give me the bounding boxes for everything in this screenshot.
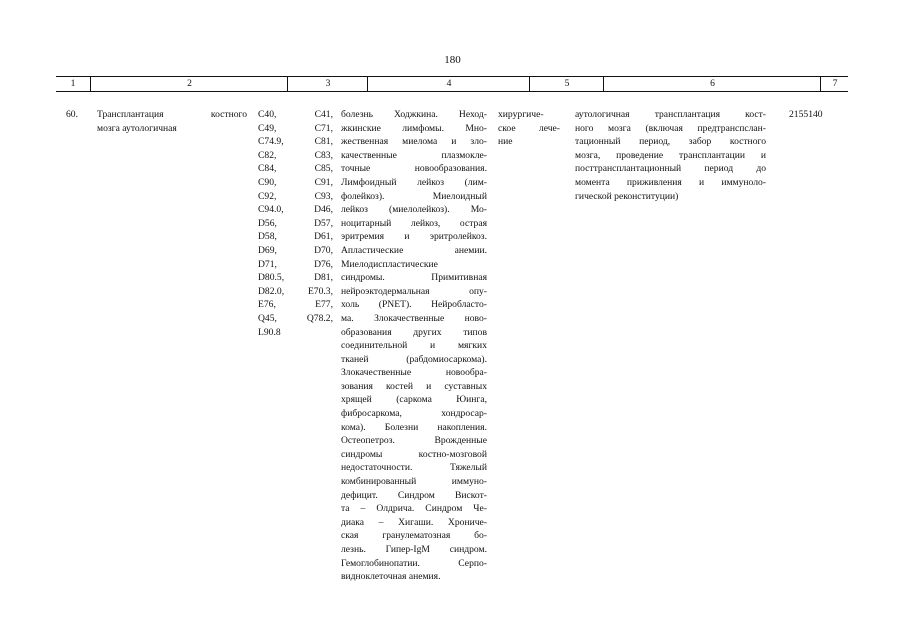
header-col-7: 7 xyxy=(820,77,849,91)
row-number xyxy=(66,108,86,122)
icd-code: C92, xyxy=(258,190,277,202)
disease-line: зования костей и суставных xyxy=(341,380,487,392)
icd-code-row xyxy=(258,271,333,285)
treatment-line: ское лече- xyxy=(498,122,560,134)
icd-code-row xyxy=(258,162,333,176)
icd-code: D82.0, xyxy=(258,285,285,297)
disease-line: Миелодиспластические xyxy=(341,258,438,270)
disease-line: дефицит. Синдром Вискот- xyxy=(341,489,487,501)
header-col-4: 4 xyxy=(367,77,530,91)
disease-line: качественные плазмокле- xyxy=(341,149,487,161)
disease-line: образования других типов xyxy=(341,326,487,338)
disease-line: синдромы. Примитивная xyxy=(341,272,487,284)
method-line: аутологичная трансплантация кост- xyxy=(575,109,766,120)
treatment-line: хирургиче- xyxy=(498,109,544,120)
icd-code: D46, xyxy=(314,204,333,216)
disease-line: синдромы костно-мозговой xyxy=(341,448,487,460)
icd-code-row xyxy=(258,135,333,149)
method-line: гической реконституции) xyxy=(575,190,679,202)
icd-code: L90.8 xyxy=(258,326,281,338)
icd-code-row xyxy=(258,285,333,299)
disease-line: ноцитарный лейкоз, острая xyxy=(341,217,487,229)
disease-line: Апластические анемии. xyxy=(341,244,487,256)
icd-code: C94.0, xyxy=(258,204,284,216)
header-col-3: 3 xyxy=(287,77,368,91)
icd-code: D69, xyxy=(258,244,277,256)
icd-code: C83, xyxy=(314,149,333,161)
icd-code-row xyxy=(258,108,333,122)
disease-line: жкинские лимфомы. Мно- xyxy=(341,122,487,134)
disease-list xyxy=(341,108,487,584)
icd-code: D58, xyxy=(258,231,277,243)
disease-line: ская гранулематозная бо- xyxy=(341,530,487,542)
icd-code: E76, xyxy=(258,299,276,311)
disease-line: недостаточности. Тяжелый xyxy=(341,462,487,474)
icd-code: C84, xyxy=(258,163,277,175)
icd-code-row xyxy=(258,190,333,204)
table-header xyxy=(56,76,848,92)
disease-line: ма. Злокачественные ново- xyxy=(341,312,487,324)
icd-code: D70, xyxy=(314,244,333,256)
cost xyxy=(789,108,837,122)
page-number: 180 xyxy=(444,54,461,66)
icd-code-row xyxy=(258,326,333,340)
icd-code: E70.3, xyxy=(307,285,333,297)
disease-line: Остеопетроз. Врожденные xyxy=(341,435,487,447)
icd-codes xyxy=(258,108,333,339)
treatment-type xyxy=(498,108,560,149)
icd-code: D61, xyxy=(314,231,333,243)
disease-line: видноклеточная анемия. xyxy=(341,571,441,583)
icd-code: C91, xyxy=(314,176,333,188)
method-line: мозга, проведение трансплантации и xyxy=(575,149,766,161)
disease-line: кома). Болезни накопления. xyxy=(341,421,487,433)
disease-line: фибросаркома, хондросар- xyxy=(341,408,487,420)
method-line: посттрансплантационный период до xyxy=(575,163,766,175)
disease-line: комбинированный иммуно- xyxy=(341,476,487,488)
method-line: ного мозга (включая предтранспслан- xyxy=(575,122,766,134)
icd-code: C41, xyxy=(314,109,333,120)
icd-code-row xyxy=(258,122,333,136)
icd-code: C85, xyxy=(314,163,333,175)
icd-code: D76, xyxy=(314,258,333,270)
procedure-name-line: мозга аутологичная xyxy=(97,122,177,134)
icd-code: D71, xyxy=(258,258,277,270)
icd-code-row xyxy=(258,203,333,217)
icd-code-row xyxy=(258,230,333,244)
method-line: момента приживления и иммуноло- xyxy=(575,176,766,188)
method-line: тационный период, забор костного xyxy=(575,136,766,148)
cost-value: 2155140 xyxy=(789,109,823,120)
disease-line: Гемоглобинопатии. Серпо- xyxy=(341,557,487,569)
disease-line: та – Олдрича. Синдром Че- xyxy=(341,503,487,515)
disease-line: хрящей (саркома Юинга, xyxy=(341,394,487,406)
disease-line: нейроэктодермальная опу- xyxy=(341,285,487,297)
icd-code: C74.9, xyxy=(258,136,284,148)
disease-line: точные новообразования. xyxy=(341,163,487,175)
icd-code: D57, xyxy=(314,217,333,229)
procedure-name xyxy=(97,108,247,135)
disease-line: лейкоз (миелолейкоз). Мо- xyxy=(341,204,487,216)
header-col-6: 6 xyxy=(603,77,821,91)
header-col-2: 2 xyxy=(90,77,288,91)
icd-code: C90, xyxy=(258,176,277,188)
disease-line: болезнь Ходжкина. Неход- xyxy=(341,109,487,120)
icd-code-row xyxy=(258,149,333,163)
disease-line: фолейкоз). Миелоидный xyxy=(341,190,487,202)
icd-code-row xyxy=(258,217,333,231)
icd-code: D80.5, xyxy=(258,272,285,284)
icd-code: C82, xyxy=(258,149,277,161)
header-col-1: 1 xyxy=(70,78,76,89)
disease-line: соединительной и мягких xyxy=(341,340,487,352)
procedure-name-line: Трансплантация костного xyxy=(97,109,247,120)
treatment-method xyxy=(575,108,766,203)
icd-code-row xyxy=(258,298,333,312)
header-col-5: 5 xyxy=(529,77,604,91)
icd-code: C49, xyxy=(258,122,277,134)
disease-line: лезнь. Гипер-IgM синдром. xyxy=(341,544,487,555)
disease-line: холь (PNET). Нейробласто- xyxy=(341,299,487,311)
disease-line: тканей (рабдомиосаркома). xyxy=(341,353,487,365)
row-number-text: 60. xyxy=(66,109,78,120)
icd-code: E77, xyxy=(315,299,333,311)
disease-line: Лимфоидный лейкоз (лим- xyxy=(341,176,487,188)
icd-code: Q78.2, xyxy=(306,312,333,324)
icd-code: Q45, xyxy=(258,312,277,324)
icd-code-row xyxy=(258,244,333,258)
icd-code: C40, xyxy=(258,109,277,120)
disease-line: эритремия и эритролейкоз. xyxy=(341,231,487,243)
disease-line: Злокачественные новообра- xyxy=(341,367,487,379)
icd-code: C93, xyxy=(314,190,333,202)
icd-code-row xyxy=(258,258,333,272)
icd-code: C71, xyxy=(314,122,333,134)
icd-code-row xyxy=(258,176,333,190)
disease-line: диака – Хигаши. Хрониче- xyxy=(341,516,487,528)
icd-code: C81, xyxy=(314,136,333,148)
icd-code: D81, xyxy=(314,272,333,284)
treatment-line: ние xyxy=(498,136,513,148)
icd-code-row xyxy=(258,312,333,326)
disease-line: жественная миелома и зло- xyxy=(341,136,487,148)
icd-code: D56, xyxy=(258,217,277,229)
